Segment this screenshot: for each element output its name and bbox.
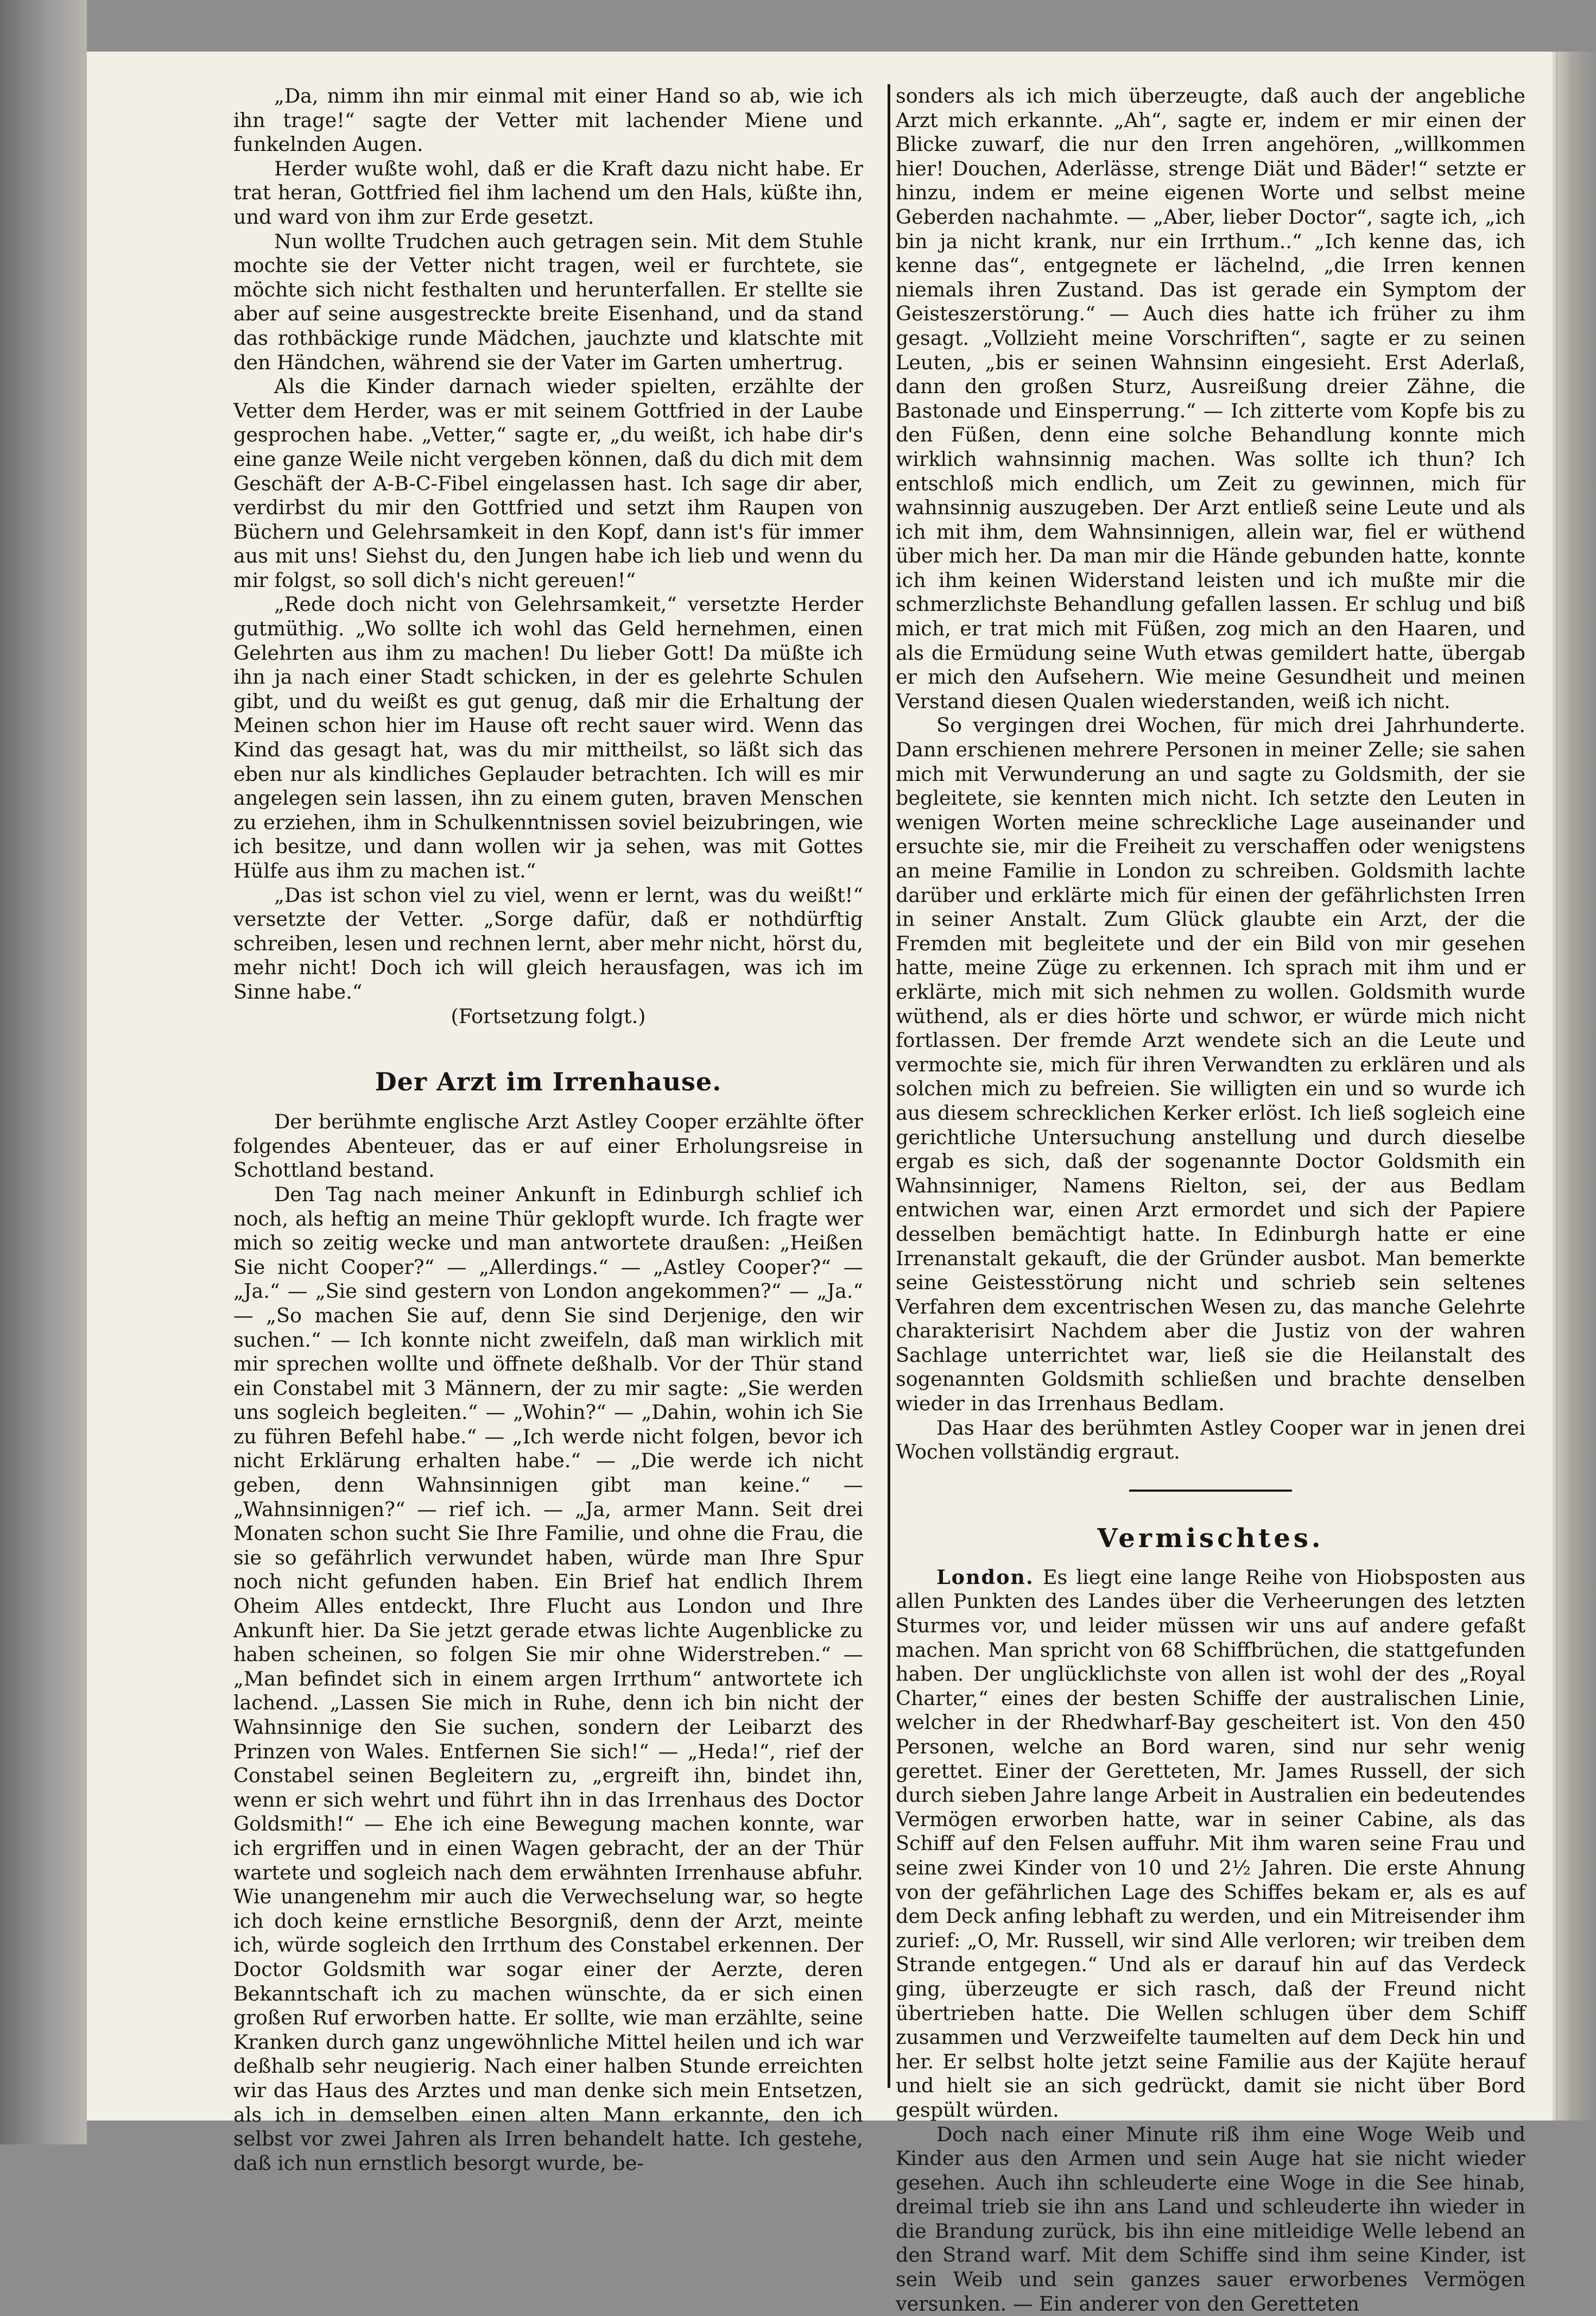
story-paragraph-3: Nun wollte Trudchen auch getragen sein. Mit dem Stuhle mochte sie der Vetter nicht tragen, weil er furchtete, sie möchte sich nicht festhalten und herunterfallen. Er stellte sie aber auf seine ausgestreckte breite Eisenhand, und da stand das rothbäckige runde Mädchen, jauchzte und klatschte mit den Händchen, während sie der Vater im Garten umhertrug. (233, 230, 863, 375)
newspaper-page (87, 52, 1553, 2121)
story-paragraph-2: Herder wußte wohl, daß er die Kraft dazu nicht habe. Er trat heran, Gottfried fiel ihm lachend um den Hals, küßte ihn, und ward von ihm zur Erde gesetzt. (233, 157, 863, 230)
dateline-place: London. (936, 1566, 1034, 1589)
article-heading-arzt: Der Arzt im Irrenhause. (233, 1067, 863, 1097)
left-column (233, 84, 863, 2088)
article-paragraph-4: So vergingen drei Wochen, für mich drei Jahrhunderte. Dann erschienen mehrere Personen in meiner Zelle; sie sahen mich mit Verwunderung an und sagte zu Goldsmith, der sie begleitete, sie kennten mich nicht. Ich setzte den Leuten in wenigen Worten meine schreckliche Lage auseinander und ersuchte sie, mir die Freiheit zu verschaffen oder wenigstens an meine Familie in London zu schreiben. Goldsmith lachte darüber und erklärte mich für einen der gefährlichsten Irren in seiner Anstalt. Zum Glück glaubte ein Arzt, der die Fremden mit begleitete und der ein Bild von mir gesehen hatte, meine Züge zu erkennen. Ich sprach mit ihm und er erklärte, mich mit sich nehmen zu wollen. Goldsmith wurde wüthend, als er dies hörte und schwor, er würde mich nicht fortlassen. Der fremde Arzt wendete sich an die Leute und vermochte sie, mich für ihren Verwandten zu erklären und als solchen mich zu befreien. Sie willigten ein und so wurde ich aus diesem schrecklichen Kerker erlöst. Ich ließ sogleich eine gerichtliche Untersuchung anstellung und durch dieselbe ergab es sich, daß der sogenannte Doctor Goldsmith ein Wahnsinniger, Namens Rielton, sei, der aus Bedlam entwichen war, einen Arzt ermordet und sich der Papiere desselben bemächtigt hatte. In Edinburgh hatte er eine Irrenanstalt gekauft, die der Gründer ausbot. Man bemerkte seine Geistesstörung nicht und schrieb sein seltenes Verfahren dem excentrischen Wesen zu, das manche Gelehrte charakterisirt Nachdem aber die Justiz von der wahren Sachlage unterrichtet war, ließ sie die Heilanstalt des sogenannten Goldsmith schließen und brachte denselben wieder in das Irrenhaus Bedlam. (896, 714, 1525, 1416)
article-paragraph-3: sonders als ich mich überzeugte, daß auch der angebliche Arzt mich erkannte. „Ah“, sagte er, indem er mir einen der Blicke zuwarf, die nur den Irren angehören, „willkommen hier! Douchen, Aderlässe, strenge Diät und Bäder!“ setzte er hinzu, indem er meine eigenen Worte und selbst meine Geberden nachahmte. — „Aber, lieber Doctor“, sagte ich, „ich bin ja nicht krank, nur ein Irrthum..“ „Ich kenne das, ich kenne das“, entgegnete er lächelnd, „die Irren kennen niemals ihren Zustand. Das ist gerade ein Symptom der Geisteszerstörung.“ — Auch dies hatte ich früher zu ihm gesagt. „Vollzieht meine Vorschriften“, sagte er zu seinen Leuten, „bis er seinen Wahnsinn eingesieht. Erst Aderlaß, dann den großen Sturz, Ausreißung dreier Zähne, die Bastonade und Einsperrung.“ — Ich zitterte vom Kopfe bis zu den Füßen, denn eine solche Behandlung konnte mich wirklich wahnsinnig machen. Was sollte ich thun? Ich entschloß mich endlich, um Zeit zu gewinnen, mich für wahnsinnig auszugeben. Der Arzt entließ seine Leute und als ich mit ihm, dem Wahnsinnigen, allein war, fiel er wüthend über mich her. Da man mir die Hände gebunden hatte, konnte ich ihm keinen Widerstand leisten und ich mußte mir die schmerzlichste Behandlung gefallen lassen. Er schlug und biß mich, er trat mich mit Füßen, zog mich an den Haaren, und als die Ermüdung seine Wuth etwas gemildert hatte, übergab er mich den Aufsehern. Wie meine Gesundheit und meinen Verstand diesen Qualen wiederstanden, weiß ich nicht. (896, 84, 1525, 714)
column-divider (888, 84, 890, 2088)
article-paragraph-2: Den Tag nach meiner Ankunft in Edinburgh schlief ich noch, als heftig an meine Thür geklopft wurde. Ich fragte wer mich so zeitig wecke und man antwortete draußen: „Heißen Sie nicht Cooper?“ — „Allerdings.“ — „Astley Cooper?“ — „Ja.“ — „Sie sind gestern von London angekommen?“ — „Ja.“ — „So machen Sie auf, denn Sie sind Derjenige, den wir suchen.“ — Ich konnte nicht zweifeln, daß man wirklich mit mir sprechen wollte und öffnete deßhalb. Vor der Thür stand ein Constabel mit 3 Männern, der zu mir sagte: „Sie werden uns sogleich begleiten.“ — „Wohin?“ — „Dahin, wohin ich Sie zu führen Befehl habe.“ — „Ich werde nicht folgen, bevor ich nicht Erklärung erhalten habe.“ — „Die werde ich nicht geben, denn Wahnsinnigen gibt man keine.“ — „Wahnsinnigen?“ — rief ich. — „Ja, armer Mann. Seit drei Monaten schon sucht Sie Ihre Familie, und ohne die Frau, die sie so gefährlich verwundet haben, würde man Ihre Spur noch nicht gefunden haben. Ein Brief hat endlich Ihrem Oheim Alles entdeckt, Ihre Flucht aus London und Ihre Ankunft hier. Da Sie jetzt gerade etwas lichte Augenblicke zu haben scheinen, so folgen Sie mir ohne Widerstreben.“ — „Man befindet sich in einem argen Irrthum“ antwortete ich lachend. „Lassen Sie mich in Ruhe, denn ich bin nicht der Wahnsinnige den Sie suchen, sondern der Leibarzt des Prinzen von Wales. Entfernen Sie sich!“ — „Heda!“, rief der Constabel seinen Begleitern zu, „ergreift ihn, bindet ihn, wenn er sich wehrt und führt ihn in das Irrenhaus des Doctor Goldsmith!“ — Ehe ich eine Bewegung machen konnte, war ich ergriffen und in einen Wagen gebracht, der an der Thür wartete und sogleich nach dem erwähnten Irrenhause abfuhr. Wie unangenehm mir auch die Verwechselung war, so hegte ich doch keine ernstliche Besorgniß, denn der Arzt, meinte ich, würde sogleich den Irrthum des Constabel erkennen. Der Doctor Goldsmith war sogar einer der Aerzte, deren Bekanntschaft ich zu machen wünschte, da er sich einen großen Ruf erworben hatte. Er sollte, wie man erzählte, seine Kranken durch ganz ungewöhnliche Mittel heilen und ich war deßhalb sehr neugierig. Nach einer halben Stunde erreichten wir das Haus des Arztes und man denke sich mein Entsetzen, als ich in demselben einen alten Mann erkannte, den ich selbst vor zwei Jahren als Irren behandelt hatte. Ich gestehe, daß ich nun ernstlich besorgt wurde, be- (233, 1183, 863, 2175)
news-paragraph-2: Doch nach einer Minute riß ihm eine Woge Weib und Kinder aus den Armen und sein Auge hat sie nicht wieder gesehen. Auch ihn schleuderte eine Woge in die See hinab, dreimal trieb sie ihn ans Land und schleuderte ihn wieder in die Brandung zurück, bis ihn eine mitleidige Welle lebend an den Strand warf. Mit dem Schiffe sind ihm seine Kinder, ist sein Weib und sein ganzes sauer erworbenes Vermögen versunken. — Ein anderer von den Geretteten (896, 2123, 1525, 2316)
news-paragraph-1 (896, 1566, 1525, 2123)
continuation-note: (Fortsetzung folgt.) (233, 1005, 863, 1029)
story-paragraph-4: Als die Kinder darnach wieder spielten, erzählte der Vetter dem Herder, was er mit seinem Gottfried in der Laube gesprochen habe. „Vetter,“ sagte er, „du weißt, ich habe dir's eine ganze Weile nicht vergeben können, daß du dich mit dem Geschäft der A-B-C-Fibel eingelassen hast. Ich sage dir aber, verdirbst du mir den Gottfried und setzt ihm Raupen von Büchern und Gelehrsamkeit in den Kopf, dann ist's für immer aus mit uns! Siehst du, den Jungen habe ich lieb und wenn du mir folgst, so soll dich's nicht gereuen!“ (233, 375, 863, 592)
story-paragraph-1: „Da, nimm ihn mir einmal mit einer Hand so ab, wie ich ihn trage!“ sagte der Vetter mit lachender Miene und funkelnden Augen. (233, 84, 863, 157)
news-paragraph-1-text: Es liegt eine lange Reihe von Hiobsposten aus allen Punkten des Landes über die Verheerungen des letzten Sturmes vor, und leider müssen wir uns auf andere gefaßt machen. Man spricht von 68 Schiffbrüchen, die stattgefunden haben. Der unglücklichste von allen ist wohl der des „Royal Charter,“ eines der besten Schiffe der australischen Linie, welcher in der Rhedwharf-Bay gescheitert ist. Von den 450 Personen, welche an Bord waren, sind nur sehr wenig gerettet. Einer der Geretteten, Mr. James Russell, der sich durch sieben Jahre lange Arbeit in Australien ein bedeutendes Vermögen erworben hatte, war in seiner Cabine, als das Schiff auf den Felsen auffuhr. Mit ihm waren seine Frau und seine zwei Kinder von 10 und 2½ Jahren. Die erste Ahnung von der gefährlichen Lage des Schiffes bekam er, als es auf dem Deck anfing lebhaft zu werden, und ein Mitreisender ihm zurief: „O, Mr. Russell, wir sind Alle verloren; wir treiben dem Strande entgegen.“ Und als er darauf hin auf das Verdeck ging, überzeugte er sich rasch, daß der Freund nicht übertrieben hatte. Die Wellen schlugen über dem Schiff zusammen und Verzweifelte taumelten auf dem Deck hin und her. Er selbst holte jetzt seine Familie aus der Kajüte herauf und hielt sie an sich gedrückt, damit sie nicht über Bord gespült würden. (896, 1566, 1525, 2122)
section-separator-rule (1129, 1490, 1292, 1492)
page-edge-shadow (1555, 52, 1596, 2121)
story-paragraph-5: „Rede doch nicht von Gelehrsamkeit,“ versetzte Herder gutmüthig. „Wo sollte ich wohl das Geld hernehmen, einen Gelehrten aus ihm zu machen! Du lieber Gott! Da müßte ich ihn ja nach einer Stadt schicken, in der es gelehrte Schulen gibt, und du weißt es gut genug, daß mir die Erhaltung der Meinen schon hier im Hause oft recht sauer wird. Wenn das Kind das gesagt hat, was du mir mittheilst, so läßt sich das eben nur als kindliches Geplauder betrachten. Ich will es mir angelegen sein lassen, ihn zu einem guten, braven Menschen zu erziehen, ihm in Schulkenntnissen soviel beizubringen, wie ich besitze, und dann wollen wir ja sehen, was mit Gottes Hülfe aus ihm zu machen ist.“ (233, 592, 863, 883)
right-column (896, 84, 1525, 2088)
article-paragraph-5: Das Haar des berühmten Astley Cooper war in jenen drei Wochen vollständig ergraut. (896, 1416, 1525, 1465)
section-heading-vermischtes: Vermischtes. (896, 1522, 1525, 1555)
article-paragraph-1: Der berühmte englische Arzt Astley Cooper erzählte öfter folgendes Abenteuer, das er auf einer Erholungsreise in Schottland bestand. (233, 1110, 863, 1183)
book-spine-shadow (0, 0, 87, 2144)
story-paragraph-6: „Das ist schon viel zu viel, wenn er lernt, was du weißt!“ versetzte der Vetter. „Sorge dafür, daß er nothdürftig schreiben, lesen und rechnen lernt, aber mehr nicht, hörst du, mehr nicht! Doch ich will gleich herausfagen, was ich im Sinne habe.“ (233, 884, 863, 1005)
